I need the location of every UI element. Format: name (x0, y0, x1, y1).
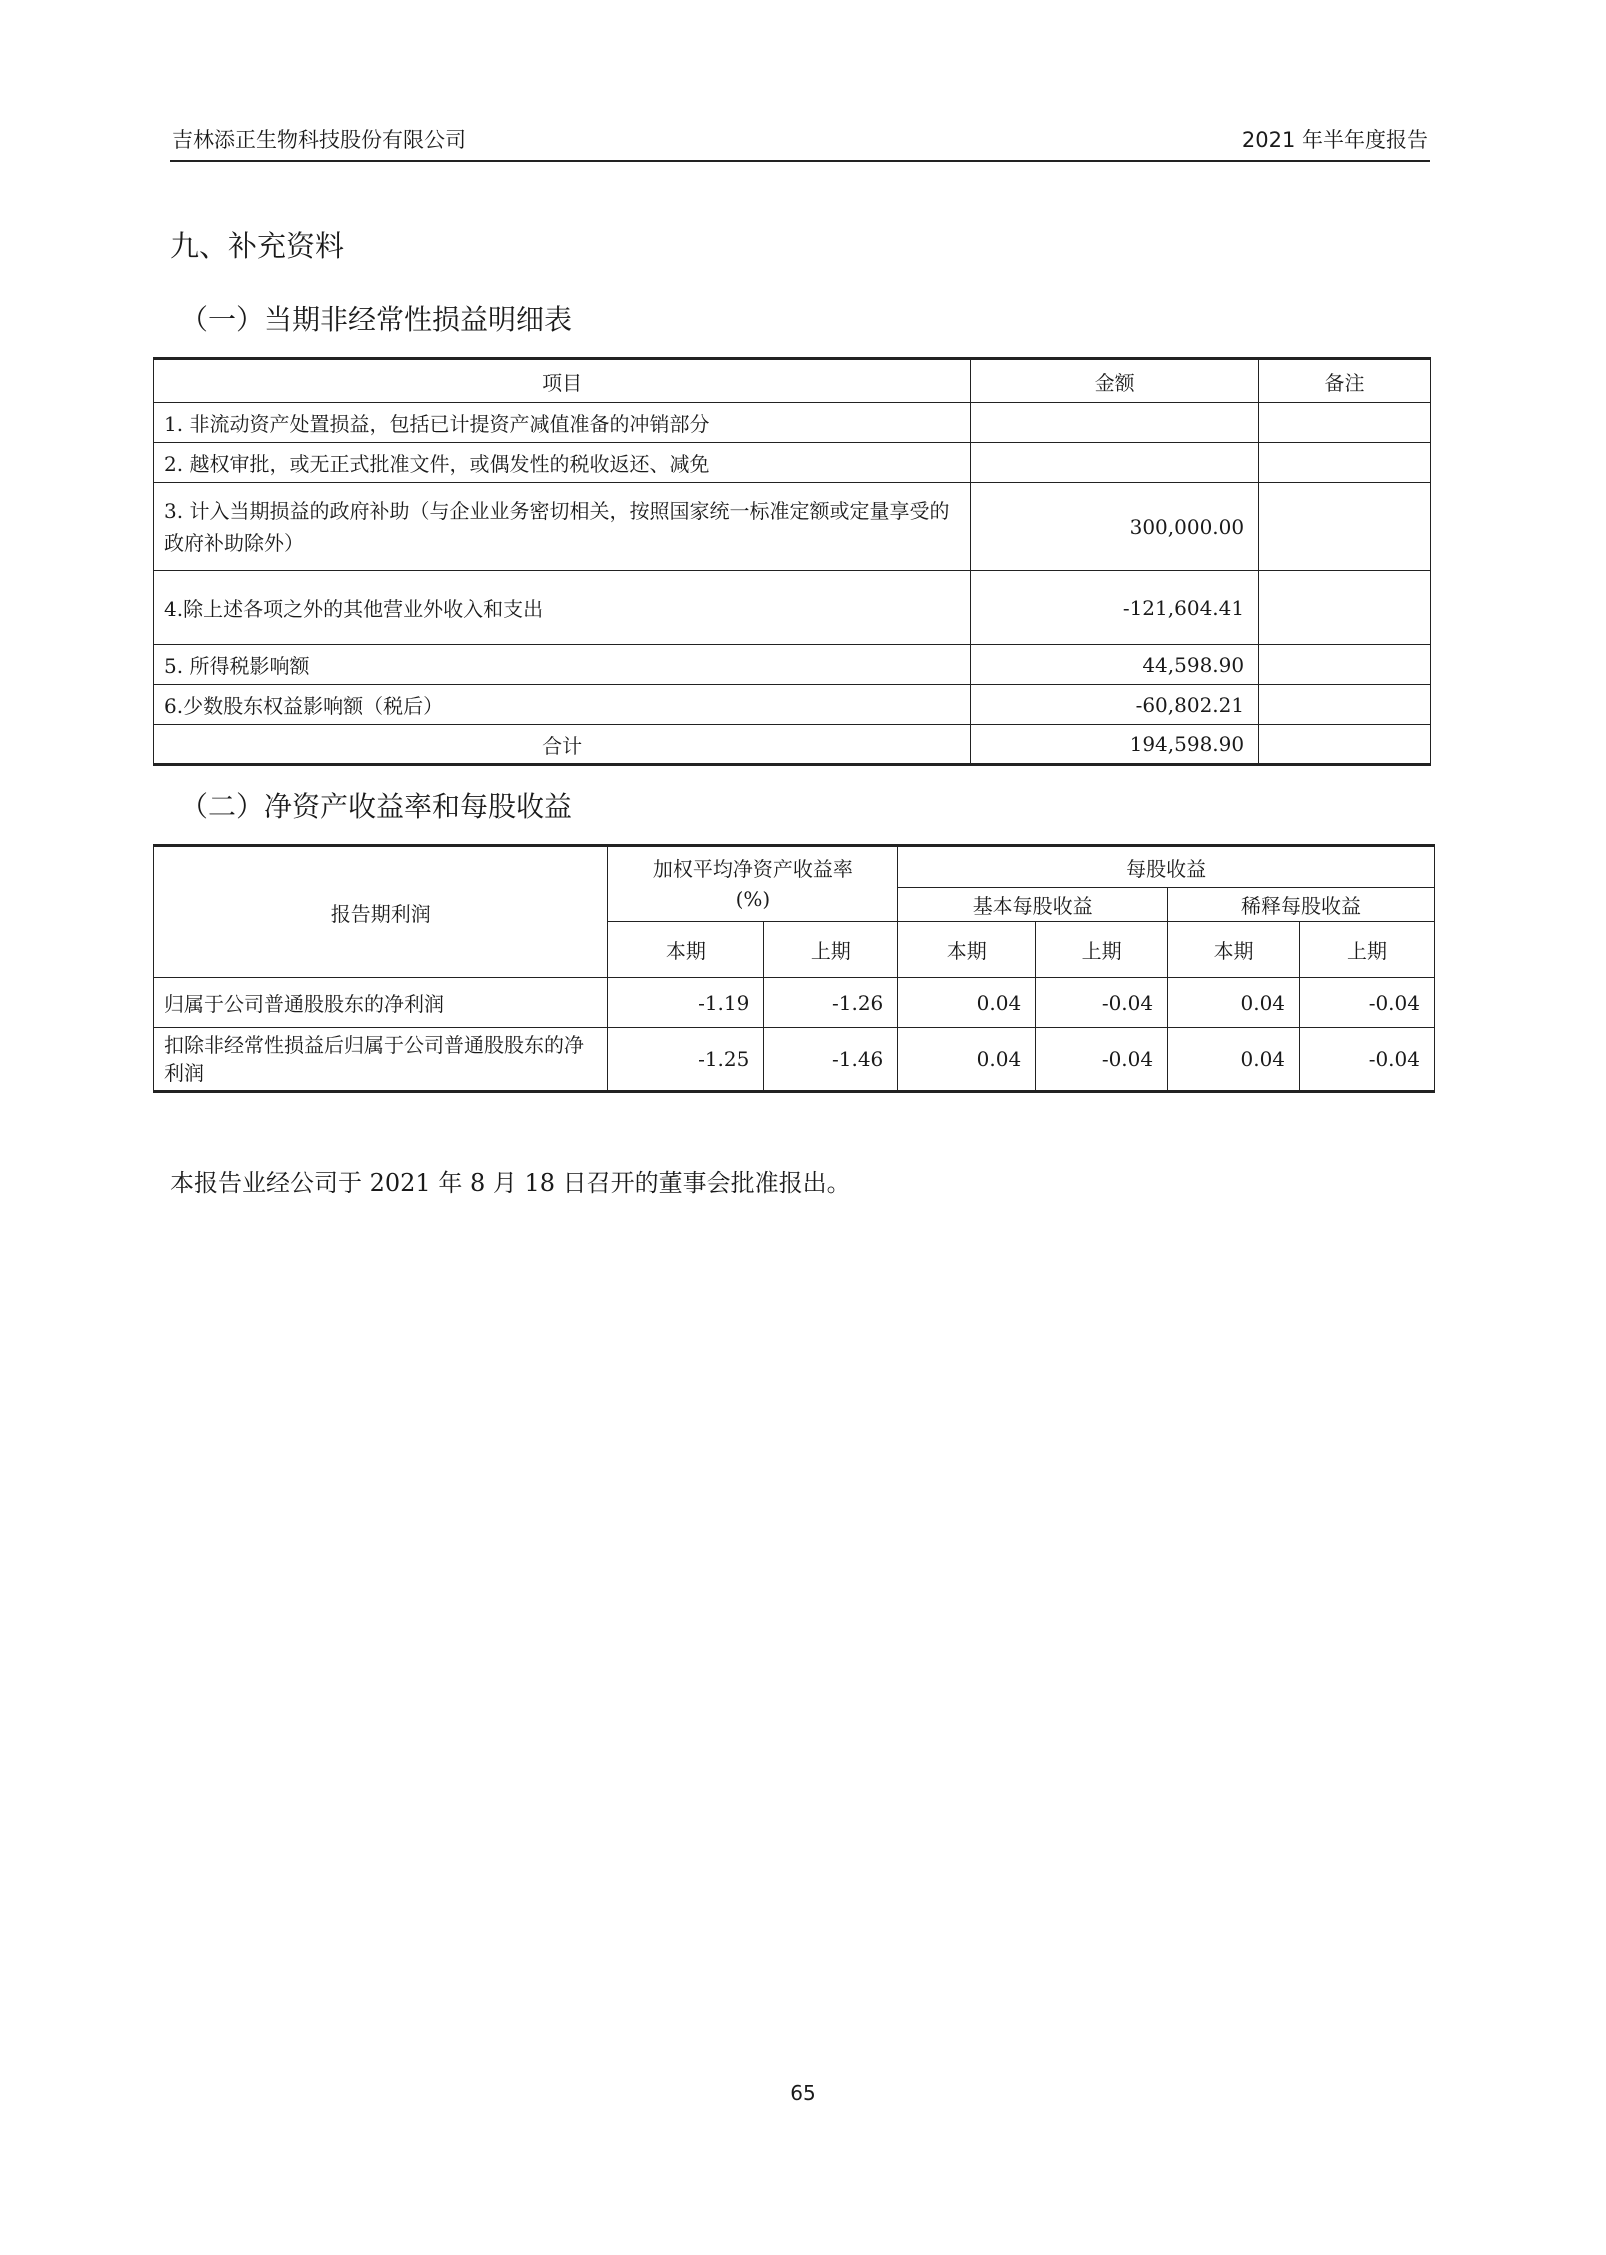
row-item: 3. 计入当期损益的政府补助（与企业业务密切相关，按照国家统一标准定额或定量享受的政府补助除外） (154, 483, 971, 571)
header-diluted-eps: 稀释每股收益 (1168, 888, 1435, 922)
basic-current: 0.04 (898, 1028, 1036, 1092)
row-amount: -121,604.41 (971, 571, 1259, 645)
row-note (1259, 685, 1431, 725)
diluted-current: 0.04 (1168, 978, 1300, 1028)
header-roe (608, 846, 898, 922)
header-profit: 报告期利润 (154, 846, 608, 978)
header-basic-current: 本期 (898, 922, 1036, 978)
table-row (154, 685, 1431, 725)
header-item: 项目 (154, 359, 971, 403)
basic-prior: -0.04 (1036, 978, 1168, 1028)
approval-statement: 本报告业经公司于 2021 年 8 月 18 日召开的董事会批准报出。 (170, 1169, 851, 1197)
header-basic-prior: 上期 (1036, 922, 1168, 978)
header-amount: 金额 (971, 359, 1259, 403)
row-amount: 300,000.00 (971, 483, 1259, 571)
total-row (154, 725, 1431, 765)
row-amount (971, 443, 1259, 483)
table-row (154, 1028, 1435, 1092)
header-diluted-current: 本期 (1168, 922, 1300, 978)
header-roe-current: 本期 (608, 922, 764, 978)
roe-current: -1.25 (608, 1028, 764, 1092)
page-number: 65 (790, 2081, 816, 2105)
report-title: 2021 年半年度报告 (1241, 128, 1428, 152)
table-row (154, 483, 1431, 571)
basic-current: 0.04 (898, 978, 1036, 1028)
row-item: 4.除上述各项之外的其他营业外收入和支出 (154, 571, 971, 645)
row-item: 5. 所得税影响额 (154, 645, 971, 685)
header-roe-label: 加权平均净资产收益率 (652, 857, 853, 881)
header-diluted-prior: 上期 (1300, 922, 1435, 978)
row-amount (971, 403, 1259, 443)
diluted-current: 0.04 (1168, 1028, 1300, 1092)
table1-title: （一）当期非经常性损益明细表 (180, 303, 573, 336)
roe-current: -1.19 (608, 978, 764, 1028)
diluted-prior: -0.04 (1300, 1028, 1435, 1092)
row-note (1259, 645, 1431, 685)
roe-prior: -1.46 (764, 1028, 898, 1092)
company-name: 吉林添正生物科技股份有限公司 (172, 128, 466, 152)
row-item: 6.少数股东权益影响额（税后） (154, 685, 971, 725)
roe-prior: -1.26 (764, 978, 898, 1028)
table-row (154, 645, 1431, 685)
header-eps: 每股收益 (898, 846, 1435, 888)
total-note (1259, 725, 1431, 765)
header-roe-unit: (%) (735, 887, 771, 911)
row-amount: -60,802.21 (971, 685, 1259, 725)
diluted-prior: -0.04 (1300, 978, 1435, 1028)
table-row (154, 403, 1431, 443)
row-label: 扣除非经常性损益后归属于公司普通股股东的净利润 (154, 1028, 608, 1092)
section-title: 九、补充资料 (170, 229, 345, 263)
row-note (1259, 443, 1431, 483)
table-row (154, 443, 1431, 483)
header-note: 备注 (1259, 359, 1431, 403)
row-label: 归属于公司普通股股东的净利润 (154, 978, 608, 1028)
table-row (154, 571, 1431, 645)
row-item: 1. 非流动资产处置损益，包括已计提资产减值准备的冲销部分 (154, 403, 971, 443)
page-header (170, 122, 1430, 162)
header-roe-prior: 上期 (764, 922, 898, 978)
non-recurring-items-table (153, 357, 1431, 766)
table-row (154, 978, 1435, 1028)
roe-eps-table (153, 844, 1435, 1093)
row-note (1259, 483, 1431, 571)
basic-prior: -0.04 (1036, 1028, 1168, 1092)
row-note (1259, 403, 1431, 443)
table2-title: （二）净资产收益率和每股收益 (180, 790, 573, 823)
total-amount: 194,598.90 (971, 725, 1259, 765)
table-header-row (154, 359, 1431, 403)
row-note (1259, 571, 1431, 645)
header-basic-eps: 基本每股收益 (898, 888, 1168, 922)
total-label: 合计 (154, 725, 971, 765)
row-item: 2. 越权审批，或无正式批准文件，或偶发性的税收返还、减免 (154, 443, 971, 483)
row-amount: 44,598.90 (971, 645, 1259, 685)
